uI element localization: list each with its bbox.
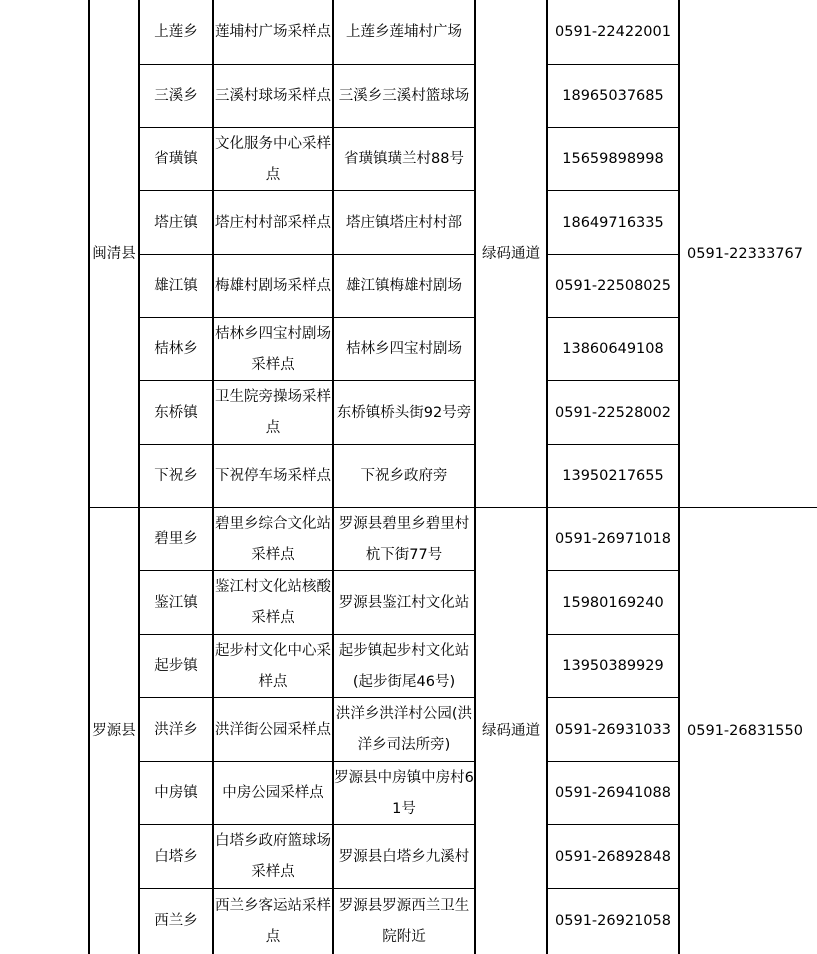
cell-town: 雄江镇	[154, 278, 198, 294]
cell-site: 洪洋街公园采样点	[215, 721, 331, 738]
cell-address: 罗源县罗源西兰卫生院附近	[338, 897, 470, 945]
cell-town: 桔林乡	[154, 341, 198, 357]
cell-address: 桔林乡四宝村剧场	[346, 341, 462, 357]
cell-site: 鉴江村文化站核酸采样点	[215, 579, 331, 626]
cell-site: 桔林乡四宝村剧场采样点	[215, 325, 331, 373]
cell-town: 洪洋乡	[154, 721, 198, 738]
cell-site: 下祝停车场采样点	[215, 468, 331, 484]
cell-hotline: 0591-22333767	[687, 245, 803, 262]
cell-phone: 0591-22528002	[555, 404, 671, 421]
cell-address: 罗源县碧里乡碧里村杭下街77号	[338, 515, 470, 563]
cell-site: 梅雄村剧场采样点	[215, 278, 331, 294]
cell-phone: 18649716335	[562, 214, 664, 231]
cell-phone: 13860649108	[562, 341, 664, 357]
cell-address: 省璜镇璜兰村88号	[344, 151, 464, 167]
cell-site: 莲埔村广场采样点	[215, 24, 331, 40]
cell-phone: 0591-26892848	[555, 848, 671, 865]
cell-address: 下祝乡政府旁	[360, 468, 448, 484]
cell-phone: 18965037685	[562, 88, 664, 104]
cell-address: 三溪乡三溪村篮球场	[338, 88, 470, 104]
cell-site: 碧里乡综合文化站采样点	[215, 515, 331, 563]
cell-phone: 15980169240	[562, 594, 664, 611]
cell-phone: 15659898998	[562, 151, 664, 167]
cell-channel: 绿码通道	[482, 245, 540, 262]
cell-town: 白塔乡	[154, 848, 198, 865]
cell-site: 卫生院旁操场采样点	[215, 389, 331, 436]
cell-address: 罗源县鉴江村文化站	[338, 594, 470, 611]
cell-county: 闽清县	[92, 245, 136, 262]
cell-town: 起步镇	[154, 658, 198, 674]
cell-town: 鉴江镇	[154, 594, 198, 611]
cell-site: 中房公园采样点	[222, 785, 324, 801]
cell-address: 罗源县中房镇中房村61号	[334, 769, 474, 817]
cell-phone: 0591-22508025	[555, 278, 671, 294]
cell-address: 罗源县白塔乡九溪村	[338, 848, 470, 865]
cell-phone: 0591-22422001	[555, 24, 671, 40]
cell-phone: 13950217655	[562, 468, 664, 484]
cell-address: 洪洋乡洪洋村公园(洪洋乡司法所旁)	[335, 706, 473, 753]
cell-address: 上莲乡莲埔村广场	[346, 24, 462, 40]
cell-address: 塔庄镇塔庄村村部	[346, 214, 462, 231]
cell-town: 三溪乡	[154, 88, 198, 104]
cell-phone: 0591-26921058	[555, 913, 671, 929]
cell-site: 西兰乡客运站采样点	[215, 897, 331, 945]
cell-town: 上莲乡	[154, 24, 198, 40]
cell-town: 东桥镇	[154, 404, 198, 421]
cell-address: 雄江镇梅雄村剧场	[346, 278, 462, 294]
cell-town: 下祝乡	[154, 468, 198, 484]
cell-site: 文化服务中心采样点	[215, 135, 331, 183]
cell-site: 白塔乡政府篮球场采样点	[215, 833, 331, 880]
cell-phone: 0591-26941088	[555, 785, 671, 801]
cell-phone: 0591-26971018	[555, 531, 671, 547]
cell-hotline: 0591-26831550	[687, 722, 803, 739]
cell-address: 东桥镇桥头街92号旁	[336, 404, 472, 421]
cell-channel: 绿码通道	[482, 722, 540, 739]
cell-site: 三溪村球场采样点	[215, 88, 331, 104]
cell-phone: 0591-26931033	[555, 721, 671, 738]
cell-town: 西兰乡	[154, 913, 198, 929]
cell-county: 罗源县	[92, 722, 136, 739]
cell-town: 碧里乡	[154, 531, 198, 547]
cell-site: 起步村文化中心采样点	[215, 642, 331, 690]
cell-town: 中房镇	[154, 785, 198, 801]
cell-phone: 13950389929	[562, 658, 664, 674]
cell-town: 省璜镇	[154, 151, 198, 167]
cell-town: 塔庄镇	[154, 214, 198, 231]
cell-site: 塔庄村村部采样点	[215, 214, 331, 231]
cell-address: 起步镇起步村文化站(起步街尾46号)	[338, 642, 470, 690]
